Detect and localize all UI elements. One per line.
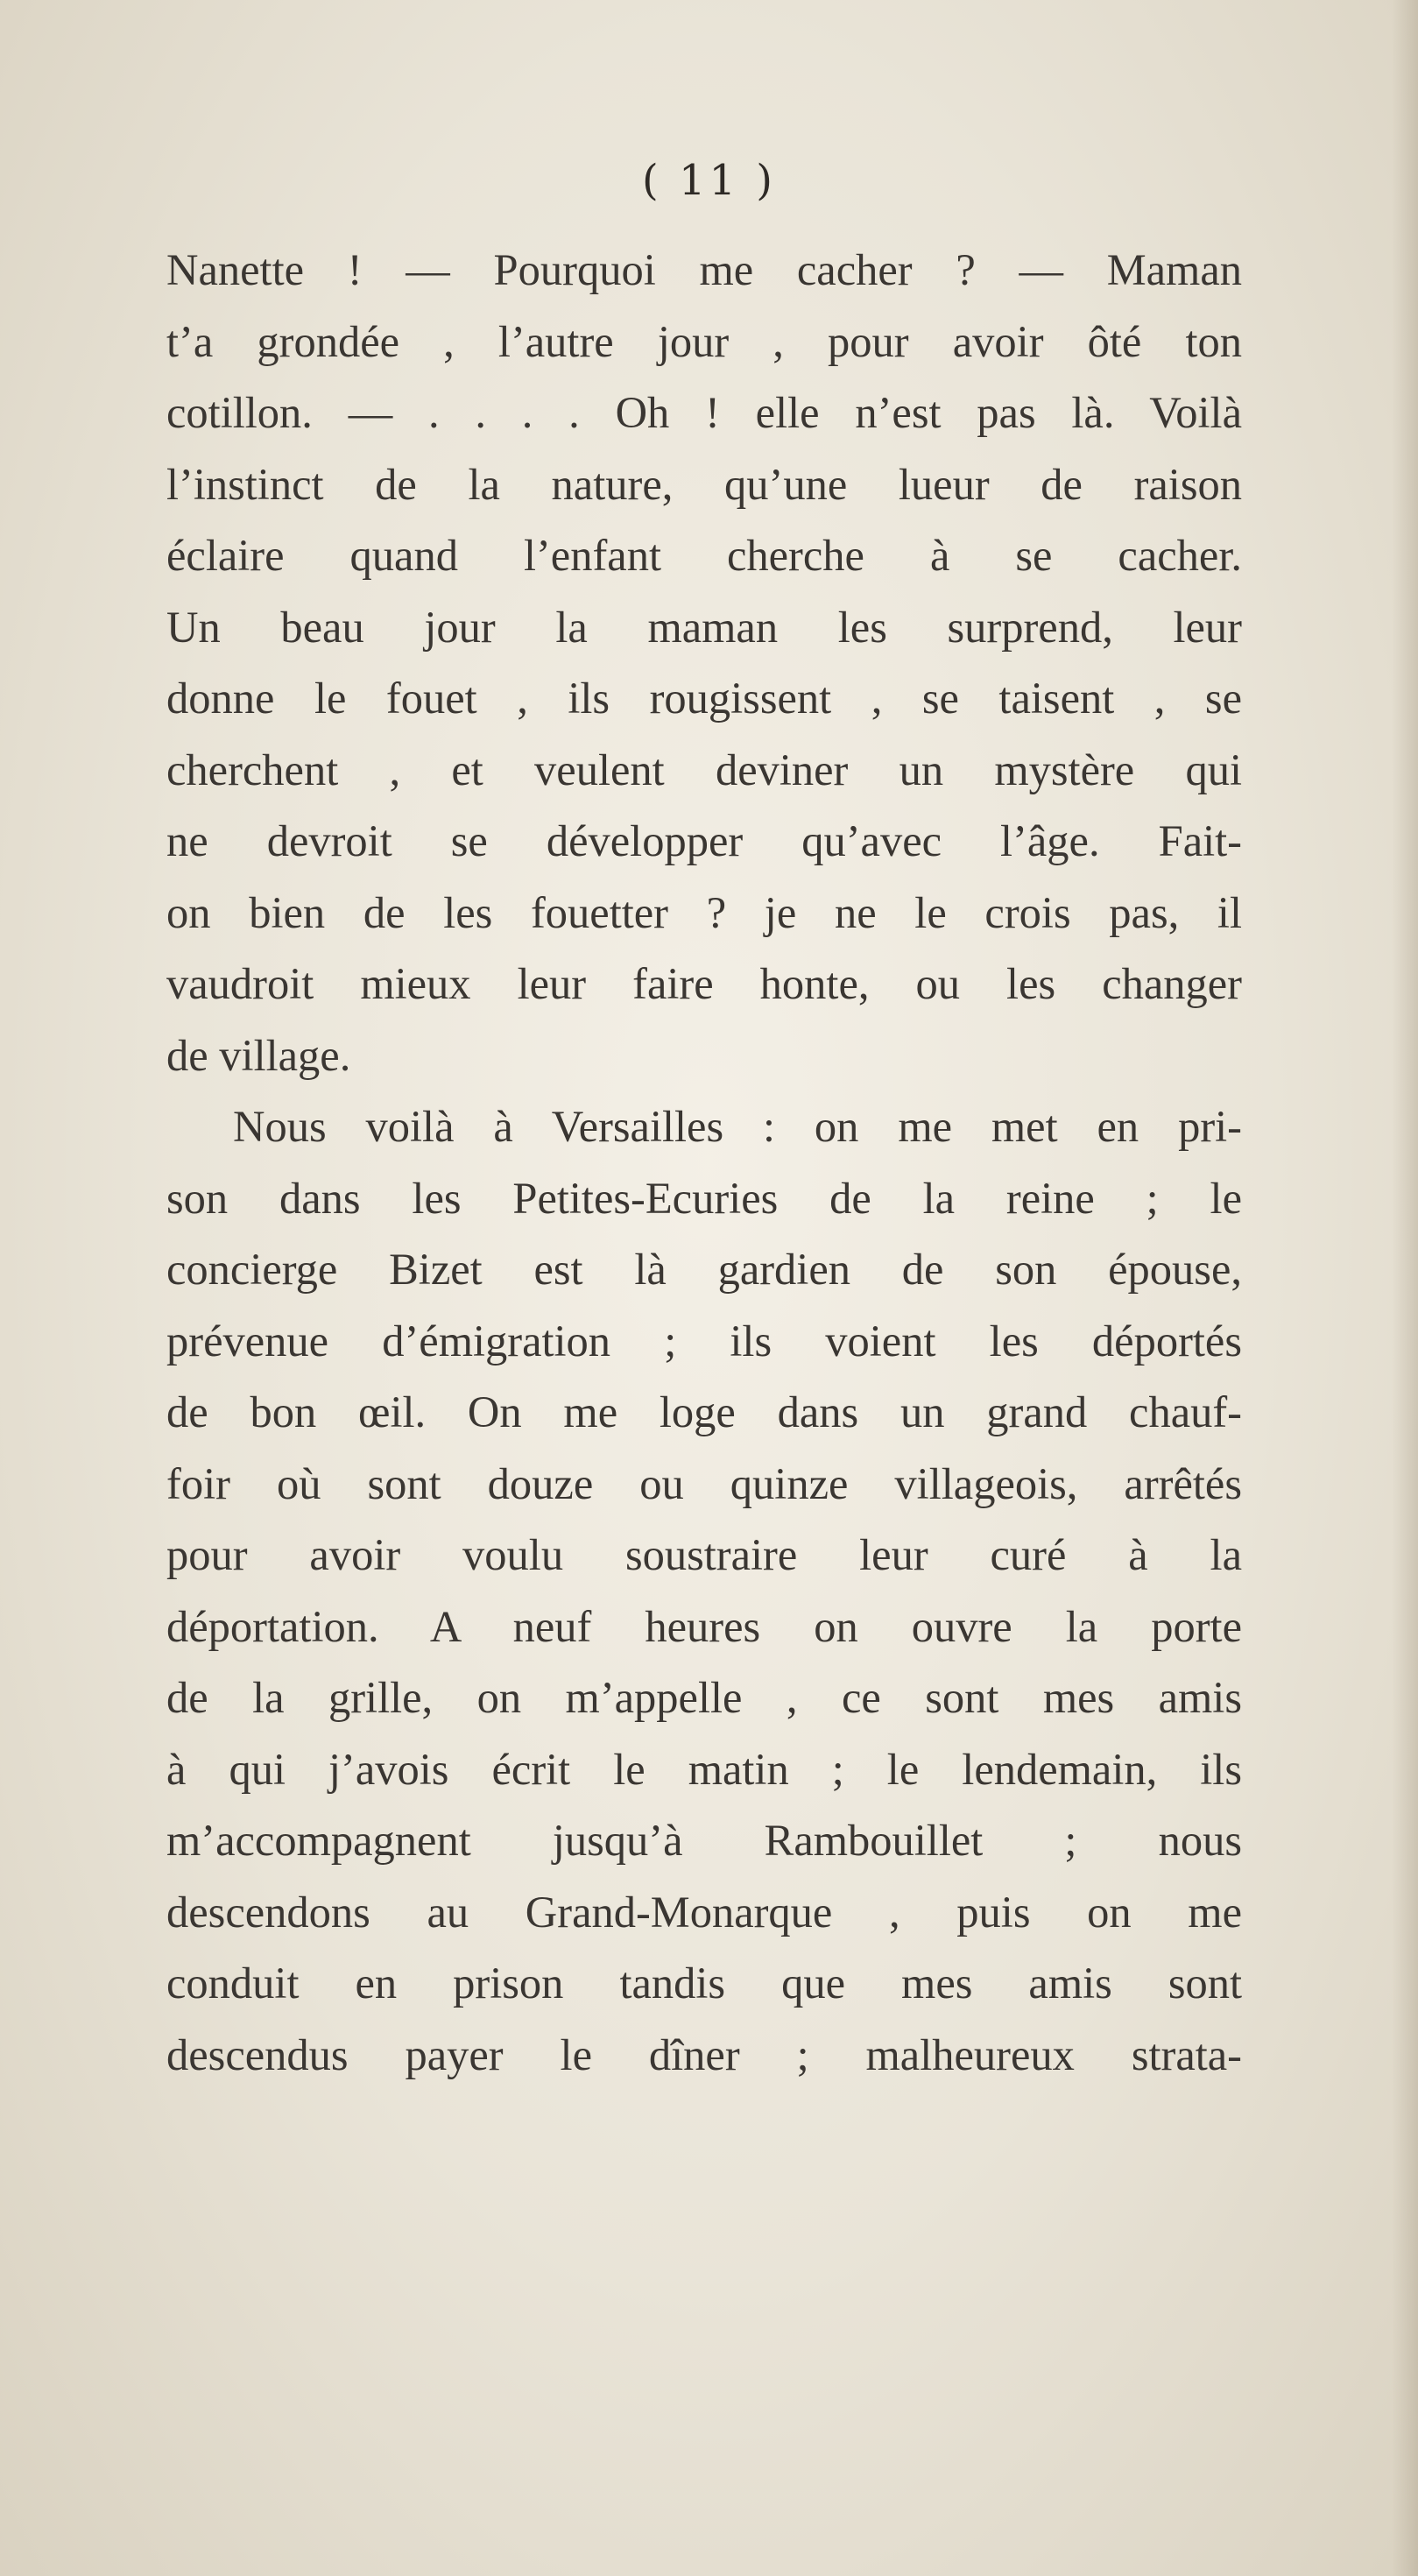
text-line: Nanette ! — Pourquoi me cacher ? — Maman	[166, 245, 1242, 294]
text-line: vaudroit mieux leur faire honte, ou les changer	[166, 959, 1242, 1008]
text-line: éclaire quand l’enfant cherche à se cacher.	[166, 531, 1242, 580]
text-line: ne devroit se développer qu’avec l’âge. Fait-	[166, 816, 1242, 865]
text-line: donne le fouet , ils rougissent , se taisent , se	[166, 674, 1242, 723]
text-line: foir où sont douze ou quinze villageois, arrêtés	[166, 1458, 1242, 1508]
text-line: on bien de les fouetter ? je ne le crois pas, il	[166, 887, 1242, 937]
text-line: conduit en prison tandis que mes amis sont	[166, 1958, 1242, 2008]
text-line: prévenue d’émigration ; ils voient les déportés	[166, 1316, 1242, 1366]
text-line: de la grille, on m’appelle , ce sont mes amis	[166, 1673, 1242, 1722]
body-text	[166, 235, 1242, 2091]
text-line: cherchent , et veulent deviner un mystère qui	[166, 745, 1242, 794]
text-line: cotillon. — . . . . Oh ! elle n’est pas là. Voilà	[166, 388, 1242, 437]
text-line: pour avoir voulu soustraire leur curé à la	[166, 1530, 1242, 1579]
text-line: Nous voilà à Versailles : on me met en pri-	[233, 1102, 1242, 1151]
text-line: descendons au Grand-Monarque , puis on me	[166, 1887, 1242, 1937]
page-number: ( 11 )	[641, 156, 777, 205]
text-line: t’a grondée , l’autre jour , pour avoir ôté ton	[166, 316, 1242, 366]
text-line: m’accompagnent jusqu’à Rambouillet ; nous	[166, 1816, 1242, 1865]
text-line: Un beau jour la maman les surprend, leur	[166, 602, 1242, 652]
text-line: descendus payer le dîner ; malheureux strata-	[166, 2029, 1242, 2079]
text-line: l’instinct de la nature, qu’une lueur de raison	[166, 459, 1242, 509]
text-line: déportation. A neuf heures on ouvre la porte	[166, 1601, 1242, 1651]
text-line: à qui j’avois écrit le matin ; le lendemain, ils	[166, 1744, 1242, 1794]
text-line: de village.	[166, 1030, 351, 1080]
text-line: de bon œil. On me loge dans un grand chauf-	[166, 1387, 1242, 1436]
text-line: concierge Bizet est là gardien de son épouse,	[166, 1245, 1242, 1294]
text-line: son dans les Petites-Ecuries de la reine ; le	[166, 1173, 1242, 1223]
